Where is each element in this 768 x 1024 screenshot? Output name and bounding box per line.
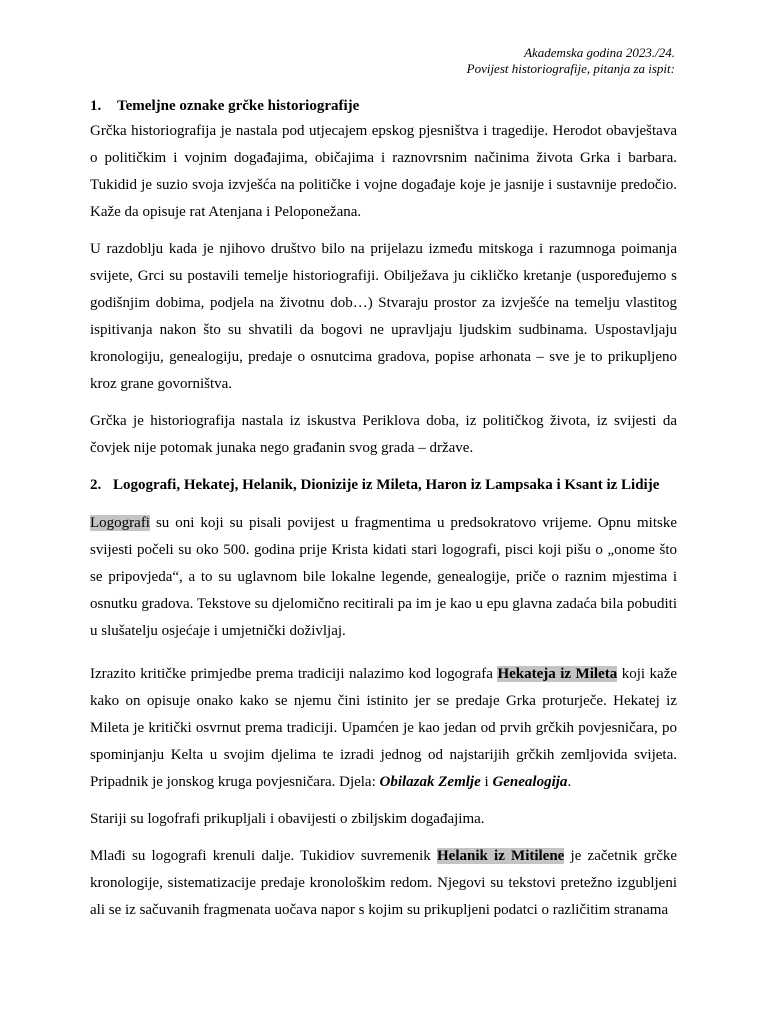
header-academic-year: Akademska godina 2023./24.: [524, 45, 675, 60]
section-1-paragraph-1: Grčka historiografija je nastala pod utjecajem epskog pjesništva i tragedije. Herodot obavještava o političkim i vojnim događajima, običajima i raznovrsnim načinima života Grka i barbara. Tukidid je suzio svoja izvješća na političke i vojne događaje koje je jasnije i sustavnije predočio. Kaže da opisuje rat Atenjana i Peloponežana.: [90, 123, 677, 220]
section-1-heading: [90, 95, 677, 117]
document-body: [90, 92, 677, 924]
header-course-title: Povijest historiografije, pitanja za ispit:: [466, 61, 675, 76]
work-title-genealogija: Genealogija: [492, 774, 568, 790]
highlighted-name-helanik: Helanik iz Mitilene: [437, 848, 565, 864]
section-1-number: 1.: [90, 98, 102, 114]
paragraph-text: je začetnik grčke kronologije, sistematizacije predaje kronološkim redom. Njegovi su tekstovi pretežno izgubljeni ali se iz sačuvanih fragmenata uočava napor s kojim su prikupljeni podatci o različitim stranama: [90, 848, 678, 918]
paragraph-text: su oni koji su pisali povijest u fragmentima u predsokratovo vrijeme. Opnu mitske svijesti počeli su oko 500. godina prije Krista kidati stari logografi, pisci koji pišu o „onome što se pripovjeda“, a to su uglavnom bile lokalne legende, genealogije, priče o raznim mjestima i osnutku gradova. Tekstove su djelomično recitirali pa im je kao u epu glavna zadaća bila pobuditi u slušatelju osjećaje i umjetnički doživljaj.: [90, 515, 677, 639]
section-1-title: Temeljne oznake grčke historiografije: [117, 98, 360, 114]
section-2-heading: [90, 474, 677, 496]
paragraph-text: Izrazito kritičke primjedbe prema tradiciji nalazimo kod logografa: [90, 666, 498, 682]
paragraph-text: koji kaže kako on opisuje onako kako se njemu čini istinito jer se predaje Grka proturječe. Hekatej iz Mileta je kritički osvrnut prema tradiciji. Upamćen je kao jedan od prvih grčkih povjesničara, po spominjanju Kelta u svojim djelima te izradi jednog od najstarijih grčkih zemljovida svijeta. Pripadnik je jonskog kruga povjesničara. Djela:: [90, 666, 678, 790]
paragraph-text: .: [567, 774, 572, 790]
paragraph-text: i: [480, 774, 493, 790]
section-2-paragraph-2: [90, 661, 677, 796]
section-2-number: 2.: [90, 477, 102, 493]
paragraph-text: Mlađi su logografi krenuli dalje. Tukidiov suvremenik: [90, 848, 437, 864]
highlighted-name-hekatej: Hekateja iz Mileta: [497, 666, 618, 682]
document-header: [467, 45, 675, 77]
section-2-paragraph-1: [90, 510, 677, 645]
section-1-paragraph-2: U razdoblju kada je njihovo društvo bilo na prijelazu između mitskoga i razumnoga poimanja svijete, Grci su postavili temelje historiografiji. Obilježava ju cikličko kretanje (uspoređujemo s godišnjim dobima, podjela na životnu dob…) Stvaraju prostor za izvješće na temelju vlastitog ispitivanja nakon što su shvatili da bogovi ne upravljaju ljudskim sudbinama. Uspostavljaju kronologiju, genealogiju, predaje o osnutcima gradova, popise arhonata – sve je to prikupljeno kroz grane govorništva.: [90, 241, 677, 392]
section-1-paragraph-3: Grčka je historiografija nastala iz iskustva Periklova doba, iz političkog života, iz svijesti da čovjek nije potomak junaka nego građanin svog grada – države.: [90, 413, 677, 456]
highlighted-term-logografi: Logografi: [90, 515, 150, 531]
section-2-title: Logografi, Hekatej, Helanik, Dionizije iz Mileta, Haron iz Lampsaka i Ksant iz Lidije: [113, 477, 660, 493]
work-title-obilazak-zemlje: Obilazak Zemlje: [379, 774, 481, 790]
section-2-paragraph-4: [90, 843, 677, 924]
section-2-paragraph-3: Stariji su logofrafi prikupljali i obavijesti o zbiljskim događajima.: [90, 811, 485, 827]
